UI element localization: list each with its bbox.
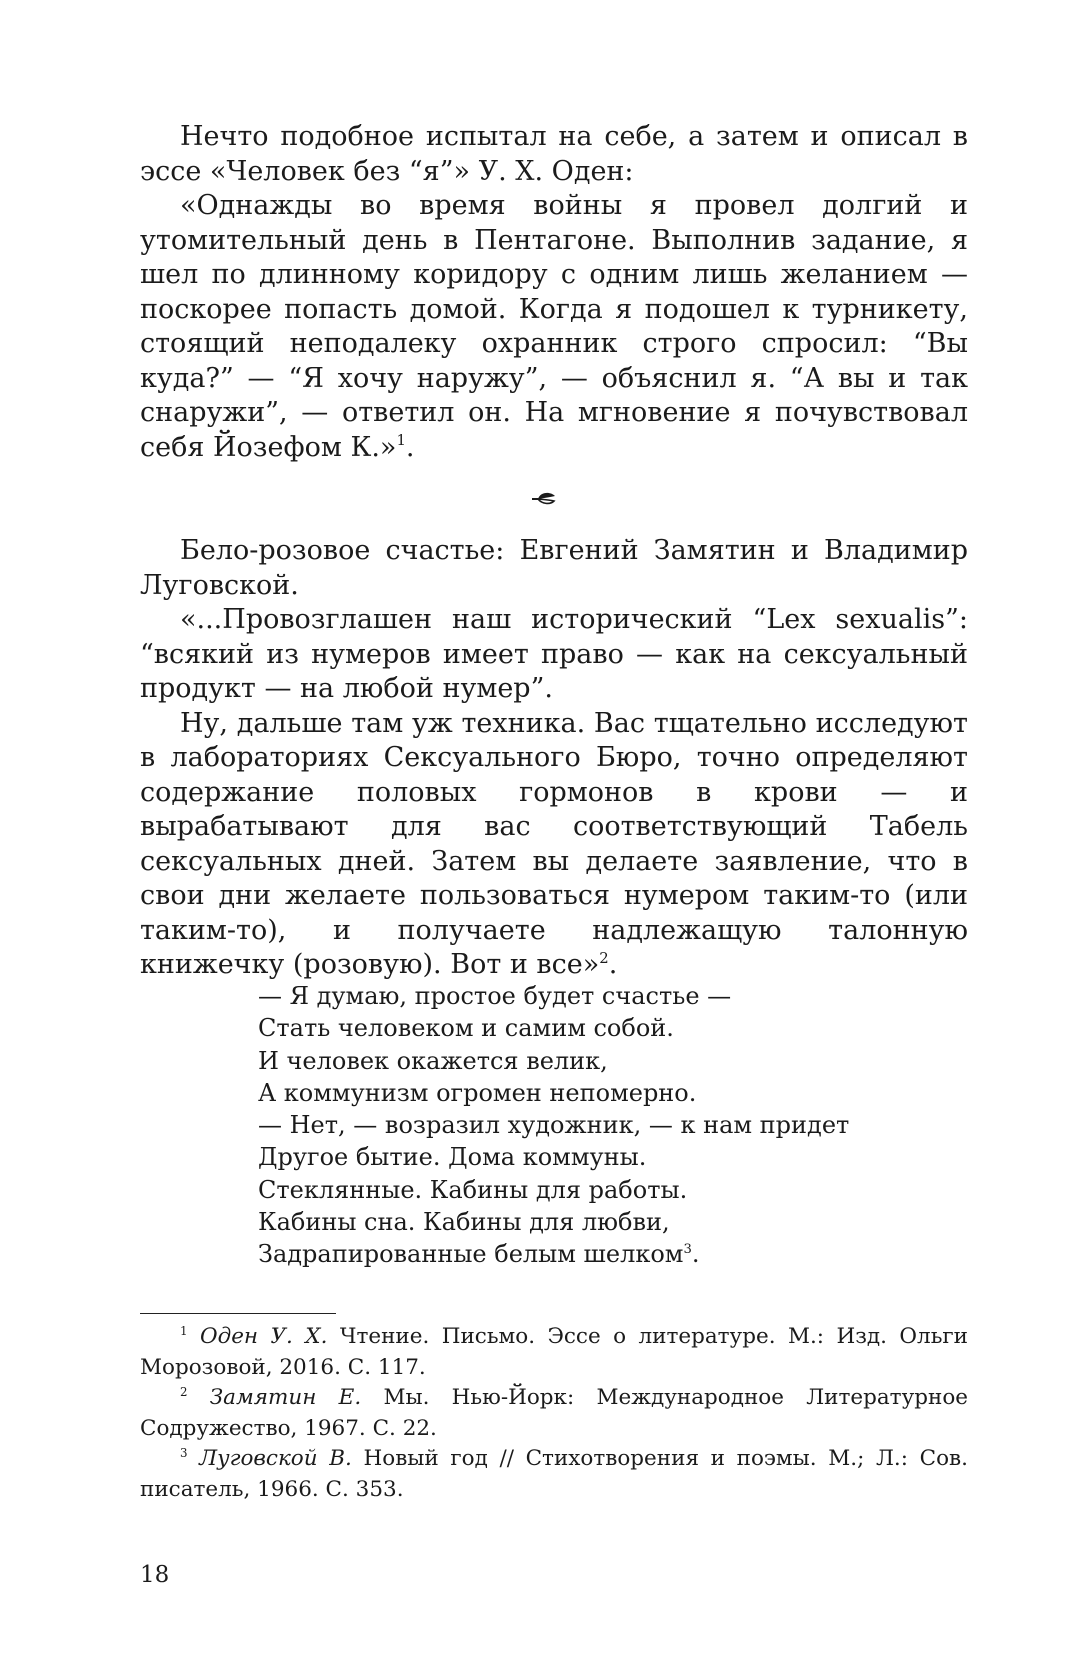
poem-line: Стеклянные. Кабины для работы. — [258, 1175, 688, 1204]
footnote-2 — [140, 1383, 968, 1444]
poem-line: — Нет, — возразил художник, — к нам придет — [258, 1111, 850, 1140]
quote-end: . — [405, 431, 415, 463]
footnote-1 — [140, 1322, 968, 1383]
footnote-ref-1: 1 — [396, 431, 406, 450]
footnote-ref-2: 2 — [599, 948, 609, 967]
footnote-number: 1 — [180, 1323, 188, 1338]
footnote-divider — [140, 1313, 336, 1314]
footnotes — [140, 1322, 968, 1505]
section-oden — [140, 120, 968, 465]
poem-line: Стать человеком и самим собой. — [258, 1014, 674, 1043]
paragraph-quote-zamyatin-2 — [140, 707, 968, 983]
footnote-number: 2 — [180, 1384, 188, 1399]
footnote-author: Оден У. Х. — [199, 1324, 328, 1349]
footnote-text: Новый год // Стихотворения и поэмы. М.; Л.: Сов. писатель, 1966. С. 353. — [140, 1446, 968, 1502]
poem-line: — Я думаю, простое будет счастье — — [258, 982, 732, 1010]
poem-line: Кабины сна. Кабины для любви, — [258, 1208, 670, 1237]
footnote-3 — [140, 1444, 968, 1505]
page-number: 18 — [140, 1562, 170, 1588]
footnote-author: Луговской В. — [199, 1446, 352, 1471]
quote-end: . — [608, 949, 618, 980]
paragraph-intro: Нечто подобное испытал на себе, а затем и описал в эссе «Человек без “я”» У. Х. Оден: — [140, 121, 968, 187]
footnote-number: 3 — [180, 1445, 188, 1460]
poem-line-text: Задрапированные белым шелком — [258, 1240, 684, 1269]
poem-line-last — [258, 1238, 898, 1270]
poem-end: . — [691, 1240, 700, 1269]
poem-line: Другое бытие. Дома коммуны. — [258, 1143, 647, 1172]
section-divider — [0, 482, 1087, 512]
paragraph-heading: Бело-розовое счастье: Евгений Замятин и Владимир Луговской. — [140, 535, 968, 601]
paragraph-quote-oden — [140, 189, 968, 465]
footnote-text: Мы. Нью-Йорк: Международное Литературное Содружество, 1967. С. 22. — [140, 1385, 968, 1441]
poem-lugovskoy — [258, 980, 898, 1271]
quote-text: «Однажды во время войны я провел долгий и утомительный день в Пентагоне. Выполнив задание, я шел по длинному коридору с одним лишь желанием — поскорее попасть домой. Когда я подошел к турникету, стоящий неподалеку охранник строго спросил: “Вы куда?” — “Я хочу наружу”, — объяснил я. “А вы и так снаружи”, — ответил он. На мгновение я почувствовал себя Йозефом К.» — [140, 190, 968, 463]
quote-text: Ну, дальше там уж техника. Вас тщательно исследуют в лабораториях Сексуального Бюро, точно определяют содержание половых гормонов в крови — и вырабатывают для вас соответствующий Табель сексуальных дней. Затем вы делаете заявление, что в свои дни желаете пользоваться нумером таким-то (или таким-то), и получаете надлежащую талонную книжечку (розовую). Вот и все» — [140, 707, 968, 980]
footnote-author: Замятин Е. — [209, 1385, 362, 1410]
poem-line: А коммунизм огромен непомерно. — [258, 1078, 697, 1107]
footnote-text: Чтение. Письмо. Эссе о литературе. М.: Изд. Ольги Морозовой, 2016. С. 117. — [140, 1324, 968, 1380]
section-zamyatin — [140, 534, 968, 983]
paragraph-quote-zamyatin-1: «...Провозглашен наш исторический “Lex sexualis”: “всякий из нумеров имеет право — как на сексуальный продукт — на любой нумер”. — [140, 604, 968, 704]
footnote-ref-3: 3 — [683, 1242, 692, 1258]
leaf-ornament-icon — [530, 482, 558, 512]
poem-line: И человек окажется велик, — [258, 1046, 608, 1075]
